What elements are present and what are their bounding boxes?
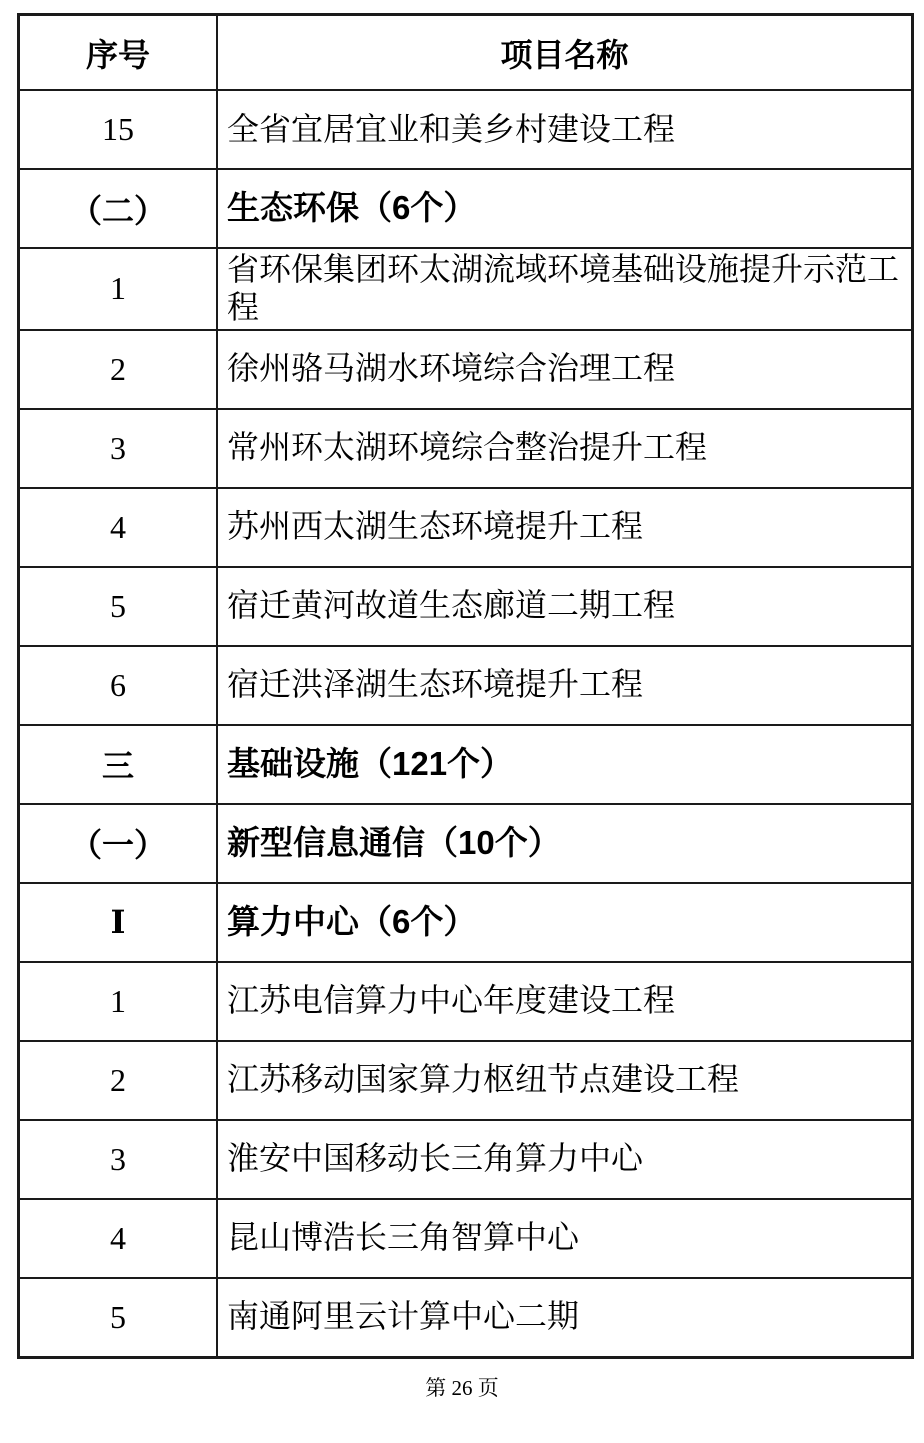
- row-project-name: 常州环太湖环境综合整治提升工程: [217, 409, 913, 488]
- row-project-name: 生态环保（6个）: [217, 169, 913, 248]
- table-row: [19, 409, 913, 488]
- row-project-name: 江苏移动国家算力枢纽节点建设工程: [217, 1041, 913, 1120]
- table-row: [19, 1041, 913, 1120]
- row-serial: 5: [19, 567, 218, 646]
- row-serial: （一）: [19, 804, 218, 883]
- header-row: [19, 15, 913, 91]
- project-table: [17, 13, 914, 1359]
- row-serial: 5: [19, 1278, 218, 1358]
- table-row: [19, 1278, 913, 1358]
- header-serial: 序号: [19, 15, 218, 91]
- table-row: [19, 725, 913, 804]
- row-serial: 2: [19, 1041, 218, 1120]
- table-row: [19, 330, 913, 409]
- row-project-name: 徐州骆马湖水环境综合治理工程: [217, 330, 913, 409]
- row-project-name: 南通阿里云计算中心二期: [217, 1278, 913, 1358]
- table-row: [19, 804, 913, 883]
- table-row: [19, 1199, 913, 1278]
- row-project-name: 算力中心（6个）: [217, 883, 913, 962]
- table-row: [19, 1120, 913, 1199]
- table-row: [19, 248, 913, 330]
- table-row: [19, 883, 913, 962]
- page-number: 第 26 页: [425, 1376, 499, 1400]
- row-serial: 3: [19, 1120, 218, 1199]
- table-row: [19, 646, 913, 725]
- header-project-name: 项目名称: [217, 15, 913, 91]
- table-row: [19, 567, 913, 646]
- row-serial: 6: [19, 646, 218, 725]
- row-project-name: 基础设施（121个）: [217, 725, 913, 804]
- table-row: [19, 90, 913, 169]
- table-row: [19, 488, 913, 567]
- row-project-name: 淮安中国移动长三角算力中心: [217, 1120, 913, 1199]
- row-project-name: 苏州西太湖生态环境提升工程: [217, 488, 913, 567]
- table-header: [19, 15, 913, 91]
- table-body: [19, 90, 913, 1357]
- row-serial: 4: [19, 488, 218, 567]
- row-serial: 4: [19, 1199, 218, 1278]
- row-project-name: 江苏电信算力中心年度建设工程: [217, 962, 913, 1041]
- row-project-name: 全省宜居宜业和美乡村建设工程: [217, 90, 913, 169]
- row-project-name: 省环保集团环太湖流域环境基础设施提升示范工程: [217, 248, 913, 330]
- row-project-name: 昆山博浩长三角智算中心: [217, 1199, 913, 1278]
- row-serial: 2: [19, 330, 218, 409]
- row-serial: 3: [19, 409, 218, 488]
- row-serial: （二）: [19, 169, 218, 248]
- table-row: [19, 962, 913, 1041]
- row-project-name: 宿迁洪泽湖生态环境提升工程: [217, 646, 913, 725]
- row-project-name: 宿迁黄河故道生态廊道二期工程: [217, 567, 913, 646]
- row-serial: 1: [19, 248, 218, 330]
- row-serial: 15: [19, 90, 218, 169]
- table-row: [19, 169, 913, 248]
- row-serial: Ⅰ: [19, 883, 218, 962]
- row-project-name: 新型信息通信（10个）: [217, 804, 913, 883]
- row-serial: 1: [19, 962, 218, 1041]
- row-serial: 三: [19, 725, 218, 804]
